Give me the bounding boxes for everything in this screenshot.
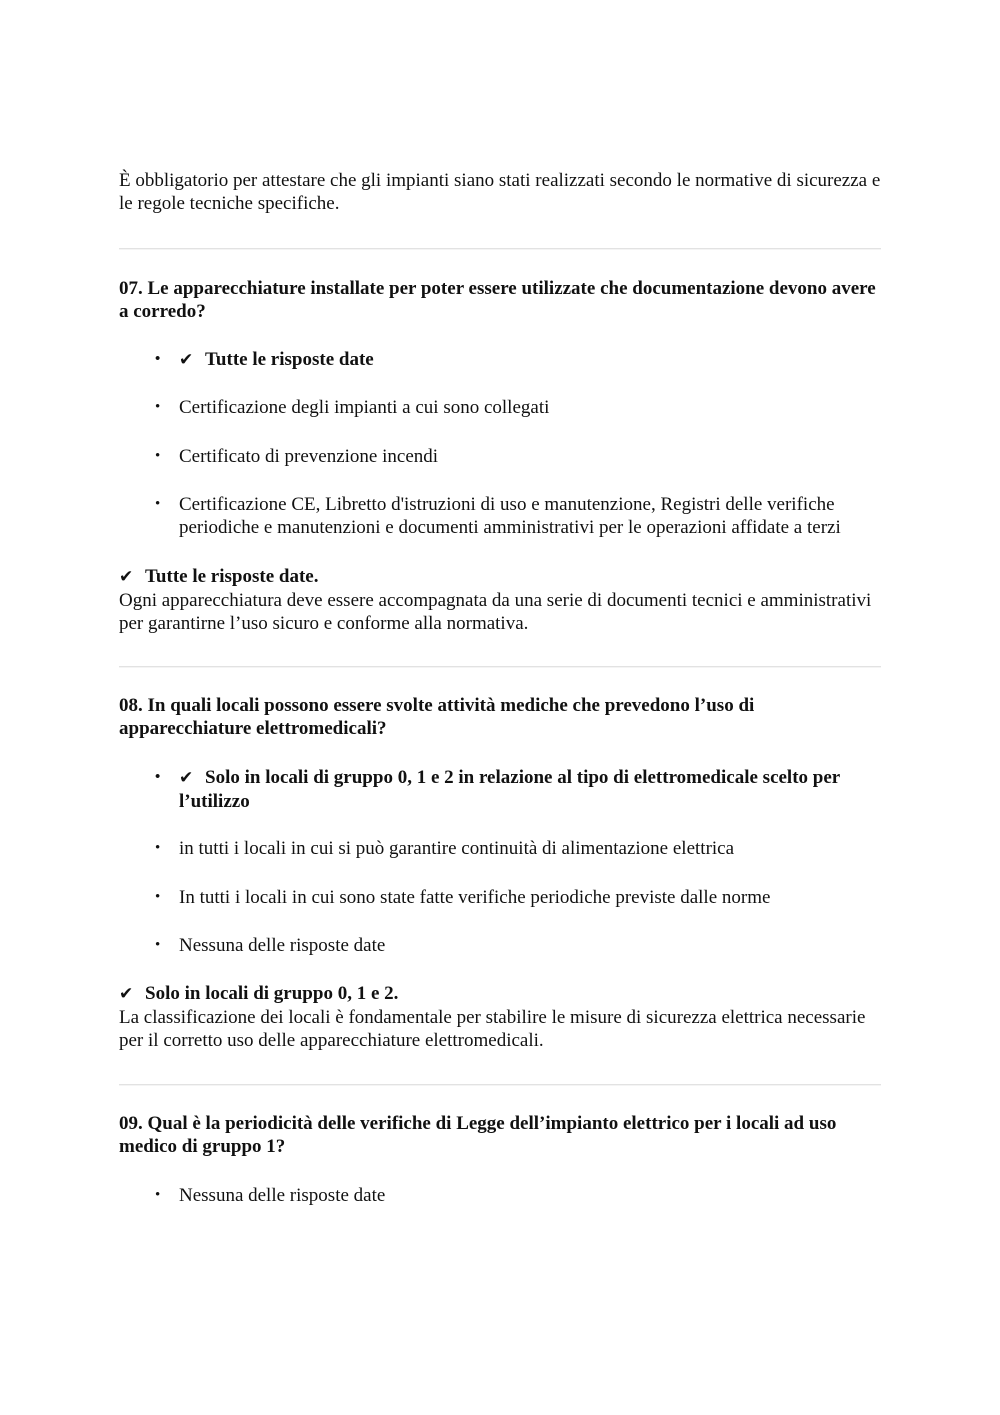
question-09 [119,1112,881,1158]
bullet-icon: • [155,937,161,953]
result-title-text: Tutte le risposte date. [145,566,319,587]
question-09-text: 09. Qual è la periodicità delle verifiche di Legge dell’impianto elettrico per i locali ad uso medico di gruppo 1? [119,1113,837,1157]
bullet-icon: • [155,840,161,856]
question-07-answers [119,493,881,539]
section-divider [119,1084,881,1086]
bullet-icon: • [155,769,161,785]
answer-text: Certificazione degli impianti a cui sono collegati [179,397,550,418]
bullet-icon: • [155,1187,161,1203]
bullet-icon: • [155,496,161,512]
question-07-result [119,565,881,635]
question-09-answers [119,1184,881,1207]
check-icon: ✔ [119,984,134,1004]
question-08-answers [119,766,881,813]
check-icon: ✔ [179,768,194,788]
section-divider [119,248,881,250]
result-explanation: Ogni apparecchiatura deve essere accompagnata da una serie di documenti tecnici e amministrativi per garantirne l’uso sicuro e conforme alla normativa. [119,590,872,634]
question-07-answers [119,445,881,468]
bullet-icon: • [155,448,161,464]
answer-text: Tutte le risposte date [205,349,374,370]
answer-text: Nessuna delle risposte date [179,935,386,956]
intro-block [119,169,881,215]
question-07-answers [119,396,881,419]
answer-item-correct [119,348,881,372]
section-divider [119,666,881,668]
bullet-icon: • [155,351,161,367]
answer-item [119,445,881,468]
answer-text: Certificazione CE, Libretto d'istruzioni di uso e manutenzione, Registri delle verifiche periodiche e manutenzioni e documenti amministrativi per le operazioni affidate a terzi [179,494,841,538]
question-08-result [119,982,881,1052]
question-08-text: 08. In quali locali possono essere svolte attività mediche che prevedono l’uso di apparecchiature elettromedicali? [119,695,755,739]
question-08 [119,694,881,740]
answer-item [119,934,881,957]
answer-text: Nessuna delle risposte date [179,1185,386,1206]
answer-text: in tutti i locali in cui si può garantire continuità di alimentazione elettrica [179,838,735,859]
answer-item [119,396,881,419]
result-title [119,982,881,1006]
question-07-answers [119,348,881,372]
question-08-answers [119,837,881,860]
bullet-icon: • [155,889,161,905]
check-icon: ✔ [179,350,194,370]
answer-item [119,493,881,539]
answer-text: Solo in locali di gruppo 0, 1 e 2 in relazione al tipo di elettromedicale scelto per l’utilizzo [179,767,840,812]
check-icon: ✔ [119,567,134,587]
answer-item-correct [119,766,881,813]
question-07 [119,277,881,323]
result-title [119,565,881,589]
question-07-text: 07. Le apparecchiature installate per poter essere utilizzate che documentazione devono avere a corredo? [119,278,876,322]
question-08-answers [119,934,881,957]
intro-text: È obbligatorio per attestare che gli impianti siano stati realizzati secondo le normative di sicurezza e le regole tecniche specifiche. [119,170,881,214]
question-08-answers [119,886,881,909]
answer-item [119,1184,881,1207]
bullet-icon: • [155,399,161,415]
answer-text: In tutti i locali in cui sono state fatte verifiche periodiche previste dalle norme [179,887,771,908]
answer-item [119,886,881,909]
answer-text: Certificato di prevenzione incendi [179,446,439,467]
answer-item [119,837,881,860]
result-explanation: La classificazione dei locali è fondamentale per stabilire le misure di sicurezza elettrica necessarie per il corretto uso delle apparecchiature elettromedicali. [119,1007,866,1051]
result-title-text: Solo in locali di gruppo 0, 1 e 2. [145,983,399,1004]
